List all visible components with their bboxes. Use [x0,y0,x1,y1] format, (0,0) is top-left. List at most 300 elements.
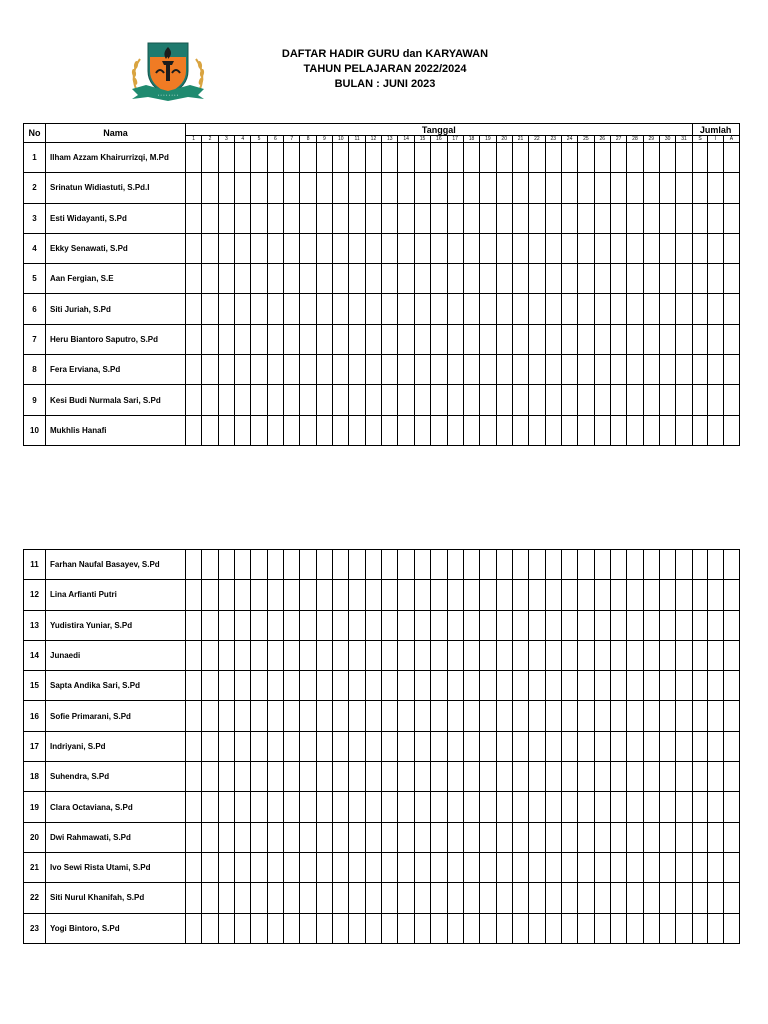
attendance-cell[interactable] [659,550,675,580]
attendance-cell[interactable] [349,852,365,882]
attendance-cell[interactable] [496,385,512,415]
attendance-cell[interactable] [447,324,463,354]
attendance-cell[interactable] [365,143,381,173]
attendance-cell[interactable] [496,822,512,852]
attendance-cell[interactable] [708,550,724,580]
attendance-cell[interactable] [561,264,577,294]
attendance-cell[interactable] [398,640,414,670]
attendance-cell[interactable] [202,580,218,610]
attendance-cell[interactable] [447,822,463,852]
attendance-cell[interactable] [512,822,528,852]
attendance-cell[interactable] [724,233,740,263]
attendance-cell[interactable] [398,610,414,640]
attendance-cell[interactable] [561,415,577,445]
attendance-cell[interactable] [300,415,316,445]
attendance-cell[interactable] [349,640,365,670]
attendance-cell[interactable] [333,580,349,610]
attendance-cell[interactable] [594,324,610,354]
attendance-cell[interactable] [643,294,659,324]
attendance-cell[interactable] [643,355,659,385]
attendance-cell[interactable] [724,610,740,640]
attendance-cell[interactable] [333,415,349,445]
attendance-cell[interactable] [382,671,398,701]
attendance-cell[interactable] [496,792,512,822]
attendance-cell[interactable] [447,143,463,173]
attendance-cell[interactable] [349,822,365,852]
attendance-cell[interactable] [594,731,610,761]
attendance-cell[interactable] [186,913,202,943]
attendance-cell[interactable] [480,233,496,263]
attendance-cell[interactable] [235,822,251,852]
attendance-cell[interactable] [431,883,447,913]
attendance-cell[interactable] [382,550,398,580]
attendance-cell[interactable] [267,264,283,294]
attendance-cell[interactable] [316,550,332,580]
attendance-cell[interactable] [284,822,300,852]
attendance-cell[interactable] [496,671,512,701]
attendance-cell[interactable] [300,731,316,761]
attendance-cell[interactable] [284,324,300,354]
attendance-cell[interactable] [202,415,218,445]
attendance-cell[interactable] [594,143,610,173]
attendance-cell[interactable] [186,762,202,792]
attendance-cell[interactable] [594,233,610,263]
attendance-cell[interactable] [186,671,202,701]
attendance-cell[interactable] [365,203,381,233]
attendance-cell[interactable] [578,385,594,415]
attendance-cell[interactable] [202,324,218,354]
attendance-cell[interactable] [643,203,659,233]
attendance-cell[interactable] [365,671,381,701]
attendance-cell[interactable] [480,913,496,943]
attendance-cell[interactable] [447,385,463,415]
attendance-cell[interactable] [267,233,283,263]
attendance-cell[interactable] [561,640,577,670]
attendance-cell[interactable] [610,415,626,445]
attendance-cell[interactable] [414,913,430,943]
attendance-cell[interactable] [398,852,414,882]
attendance-cell[interactable] [512,792,528,822]
attendance-cell[interactable] [463,883,479,913]
attendance-cell[interactable] [202,355,218,385]
attendance-cell[interactable] [529,294,545,324]
attendance-cell[interactable] [333,355,349,385]
attendance-cell[interactable] [251,203,267,233]
attendance-cell[interactable] [692,883,708,913]
attendance-cell[interactable] [708,701,724,731]
attendance-cell[interactable] [333,731,349,761]
attendance-cell[interactable] [414,385,430,415]
attendance-cell[interactable] [398,701,414,731]
attendance-cell[interactable] [561,671,577,701]
attendance-cell[interactable] [676,671,692,701]
attendance-cell[interactable] [594,264,610,294]
attendance-cell[interactable] [545,852,561,882]
attendance-cell[interactable] [529,701,545,731]
attendance-cell[interactable] [692,233,708,263]
attendance-cell[interactable] [512,355,528,385]
attendance-cell[interactable] [235,852,251,882]
attendance-cell[interactable] [398,355,414,385]
attendance-cell[interactable] [235,143,251,173]
attendance-cell[interactable] [512,913,528,943]
attendance-cell[interactable] [316,294,332,324]
attendance-cell[interactable] [398,550,414,580]
attendance-cell[interactable] [267,550,283,580]
attendance-cell[interactable] [529,610,545,640]
attendance-cell[interactable] [561,701,577,731]
attendance-cell[interactable] [659,385,675,415]
attendance-cell[interactable] [480,701,496,731]
attendance-cell[interactable] [480,852,496,882]
attendance-cell[interactable] [414,852,430,882]
attendance-cell[interactable] [610,731,626,761]
attendance-cell[interactable] [561,610,577,640]
attendance-cell[interactable] [414,640,430,670]
attendance-cell[interactable] [676,264,692,294]
attendance-cell[interactable] [398,264,414,294]
attendance-cell[interactable] [267,385,283,415]
attendance-cell[interactable] [202,173,218,203]
attendance-cell[interactable] [300,640,316,670]
attendance-cell[interactable] [578,640,594,670]
attendance-cell[interactable] [251,731,267,761]
attendance-cell[interactable] [463,355,479,385]
attendance-cell[interactable] [349,203,365,233]
attendance-cell[interactable] [251,852,267,882]
attendance-cell[interactable] [643,671,659,701]
attendance-cell[interactable] [316,415,332,445]
attendance-cell[interactable] [594,610,610,640]
attendance-cell[interactable] [578,852,594,882]
attendance-cell[interactable] [561,385,577,415]
attendance-cell[interactable] [414,762,430,792]
attendance-cell[interactable] [512,415,528,445]
attendance-cell[interactable] [496,355,512,385]
attendance-cell[interactable] [414,264,430,294]
attendance-cell[interactable] [218,852,234,882]
attendance-cell[interactable] [480,264,496,294]
attendance-cell[interactable] [496,762,512,792]
attendance-cell[interactable] [447,792,463,822]
attendance-cell[interactable] [235,355,251,385]
attendance-cell[interactable] [284,731,300,761]
attendance-cell[interactable] [414,701,430,731]
attendance-cell[interactable] [627,385,643,415]
attendance-cell[interactable] [186,415,202,445]
attendance-cell[interactable] [300,852,316,882]
attendance-cell[interactable] [398,913,414,943]
attendance-cell[interactable] [724,203,740,233]
attendance-cell[interactable] [267,731,283,761]
attendance-cell[interactable] [496,415,512,445]
attendance-cell[interactable] [300,173,316,203]
attendance-cell[interactable] [251,233,267,263]
attendance-cell[interactable] [349,580,365,610]
attendance-cell[interactable] [333,762,349,792]
attendance-cell[interactable] [333,671,349,701]
attendance-cell[interactable] [431,550,447,580]
attendance-cell[interactable] [643,173,659,203]
attendance-cell[interactable] [365,883,381,913]
attendance-cell[interactable] [529,640,545,670]
attendance-cell[interactable] [545,203,561,233]
attendance-cell[interactable] [676,143,692,173]
attendance-cell[interactable] [365,610,381,640]
attendance-cell[interactable] [316,640,332,670]
attendance-cell[interactable] [643,640,659,670]
attendance-cell[interactable] [202,640,218,670]
attendance-cell[interactable] [333,792,349,822]
attendance-cell[interactable] [512,173,528,203]
attendance-cell[interactable] [349,762,365,792]
attendance-cell[interactable] [480,550,496,580]
attendance-cell[interactable] [659,415,675,445]
attendance-cell[interactable] [251,671,267,701]
attendance-cell[interactable] [398,415,414,445]
attendance-cell[interactable] [431,640,447,670]
attendance-cell[interactable] [202,883,218,913]
attendance-cell[interactable] [333,233,349,263]
attendance-cell[interactable] [218,264,234,294]
attendance-cell[interactable] [218,731,234,761]
attendance-cell[interactable] [561,324,577,354]
attendance-cell[interactable] [349,883,365,913]
attendance-cell[interactable] [235,324,251,354]
attendance-cell[interactable] [676,640,692,670]
attendance-cell[interactable] [284,852,300,882]
attendance-cell[interactable] [496,913,512,943]
attendance-cell[interactable] [300,671,316,701]
attendance-cell[interactable] [398,580,414,610]
attendance-cell[interactable] [529,385,545,415]
attendance-cell[interactable] [202,610,218,640]
attendance-cell[interactable] [627,580,643,610]
attendance-cell[interactable] [529,173,545,203]
attendance-cell[interactable] [300,324,316,354]
attendance-cell[interactable] [398,203,414,233]
attendance-cell[interactable] [186,883,202,913]
attendance-cell[interactable] [251,913,267,943]
attendance-cell[interactable] [708,324,724,354]
attendance-cell[interactable] [202,792,218,822]
attendance-cell[interactable] [382,852,398,882]
attendance-cell[interactable] [186,852,202,882]
attendance-cell[interactable] [708,822,724,852]
attendance-cell[interactable] [186,822,202,852]
attendance-cell[interactable] [659,852,675,882]
attendance-cell[interactable] [463,203,479,233]
attendance-cell[interactable] [349,385,365,415]
attendance-cell[interactable] [447,580,463,610]
attendance-cell[interactable] [659,822,675,852]
attendance-cell[interactable] [316,762,332,792]
attendance-cell[interactable] [627,822,643,852]
attendance-cell[interactable] [267,852,283,882]
attendance-cell[interactable] [610,762,626,792]
attendance-cell[interactable] [186,233,202,263]
attendance-cell[interactable] [692,792,708,822]
attendance-cell[interactable] [414,792,430,822]
attendance-cell[interactable] [708,580,724,610]
attendance-cell[interactable] [447,355,463,385]
attendance-cell[interactable] [676,822,692,852]
attendance-cell[interactable] [333,143,349,173]
attendance-cell[interactable] [349,550,365,580]
attendance-cell[interactable] [529,792,545,822]
attendance-cell[interactable] [512,580,528,610]
attendance-cell[interactable] [235,233,251,263]
attendance-cell[interactable] [610,233,626,263]
attendance-cell[interactable] [578,203,594,233]
attendance-cell[interactable] [561,913,577,943]
attendance-cell[interactable] [251,173,267,203]
attendance-cell[interactable] [333,701,349,731]
attendance-cell[interactable] [545,610,561,640]
attendance-cell[interactable] [594,762,610,792]
attendance-cell[interactable] [251,640,267,670]
attendance-cell[interactable] [692,701,708,731]
attendance-cell[interactable] [186,294,202,324]
attendance-cell[interactable] [724,701,740,731]
attendance-cell[interactable] [627,355,643,385]
attendance-cell[interactable] [545,883,561,913]
attendance-cell[interactable] [529,913,545,943]
attendance-cell[interactable] [382,143,398,173]
attendance-cell[interactable] [267,822,283,852]
attendance-cell[interactable] [235,640,251,670]
attendance-cell[interactable] [202,762,218,792]
attendance-cell[interactable] [218,415,234,445]
attendance-cell[interactable] [463,913,479,943]
attendance-cell[interactable] [496,883,512,913]
attendance-cell[interactable] [398,385,414,415]
attendance-cell[interactable] [692,640,708,670]
attendance-cell[interactable] [545,731,561,761]
attendance-cell[interactable] [643,822,659,852]
attendance-cell[interactable] [218,173,234,203]
attendance-cell[interactable] [267,415,283,445]
attendance-cell[interactable] [267,792,283,822]
attendance-cell[interactable] [561,580,577,610]
attendance-cell[interactable] [463,294,479,324]
attendance-cell[interactable] [186,550,202,580]
attendance-cell[interactable] [316,731,332,761]
attendance-cell[interactable] [496,203,512,233]
attendance-cell[interactable] [218,355,234,385]
attendance-cell[interactable] [692,822,708,852]
attendance-cell[interactable] [659,233,675,263]
attendance-cell[interactable] [676,385,692,415]
attendance-cell[interactable] [316,792,332,822]
attendance-cell[interactable] [349,264,365,294]
attendance-cell[interactable] [333,294,349,324]
attendance-cell[interactable] [251,762,267,792]
attendance-cell[interactable] [382,731,398,761]
attendance-cell[interactable] [202,294,218,324]
attendance-cell[interactable] [594,580,610,610]
attendance-cell[interactable] [267,883,283,913]
attendance-cell[interactable] [186,173,202,203]
attendance-cell[interactable] [578,173,594,203]
attendance-cell[interactable] [316,264,332,294]
attendance-cell[interactable] [463,731,479,761]
attendance-cell[interactable] [463,233,479,263]
attendance-cell[interactable] [724,640,740,670]
attendance-cell[interactable] [643,143,659,173]
attendance-cell[interactable] [676,852,692,882]
attendance-cell[interactable] [235,762,251,792]
attendance-cell[interactable] [610,852,626,882]
attendance-cell[interactable] [594,355,610,385]
attendance-cell[interactable] [627,173,643,203]
attendance-cell[interactable] [676,731,692,761]
attendance-cell[interactable] [365,385,381,415]
attendance-cell[interactable] [267,610,283,640]
attendance-cell[interactable] [708,852,724,882]
attendance-cell[interactable] [578,264,594,294]
attendance-cell[interactable] [382,883,398,913]
attendance-cell[interactable] [708,173,724,203]
attendance-cell[interactable] [496,852,512,882]
attendance-cell[interactable] [251,355,267,385]
attendance-cell[interactable] [235,203,251,233]
attendance-cell[interactable] [627,610,643,640]
attendance-cell[interactable] [235,415,251,445]
attendance-cell[interactable] [529,415,545,445]
attendance-cell[interactable] [365,324,381,354]
attendance-cell[interactable] [659,731,675,761]
attendance-cell[interactable] [300,203,316,233]
attendance-cell[interactable] [463,173,479,203]
attendance-cell[interactable] [578,731,594,761]
attendance-cell[interactable] [545,264,561,294]
attendance-cell[interactable] [447,640,463,670]
attendance-cell[interactable] [300,355,316,385]
attendance-cell[interactable] [382,203,398,233]
attendance-cell[interactable] [365,731,381,761]
attendance-cell[interactable] [610,913,626,943]
attendance-cell[interactable] [284,355,300,385]
attendance-cell[interactable] [300,580,316,610]
attendance-cell[interactable] [480,792,496,822]
attendance-cell[interactable] [724,762,740,792]
attendance-cell[interactable] [708,640,724,670]
attendance-cell[interactable] [463,580,479,610]
attendance-cell[interactable] [512,731,528,761]
attendance-cell[interactable] [708,415,724,445]
attendance-cell[interactable] [529,550,545,580]
attendance-cell[interactable] [496,610,512,640]
attendance-cell[interactable] [284,385,300,415]
attendance-cell[interactable] [398,294,414,324]
attendance-cell[interactable] [480,324,496,354]
attendance-cell[interactable] [480,173,496,203]
attendance-cell[interactable] [561,355,577,385]
attendance-cell[interactable] [349,610,365,640]
attendance-cell[interactable] [594,792,610,822]
attendance-cell[interactable] [267,173,283,203]
attendance-cell[interactable] [594,550,610,580]
attendance-cell[interactable] [235,913,251,943]
attendance-cell[interactable] [545,173,561,203]
attendance-cell[interactable] [659,671,675,701]
attendance-cell[interactable] [398,883,414,913]
attendance-cell[interactable] [218,294,234,324]
attendance-cell[interactable] [724,731,740,761]
attendance-cell[interactable] [382,385,398,415]
attendance-cell[interactable] [676,580,692,610]
